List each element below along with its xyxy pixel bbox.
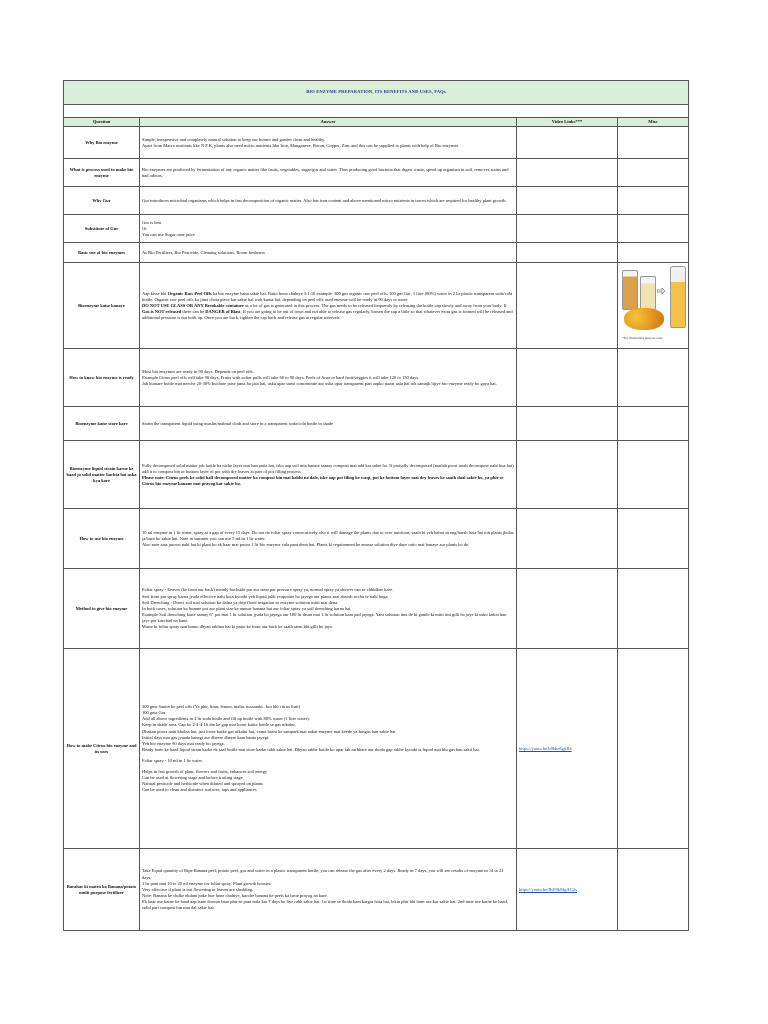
answer-line: Very effective if plant is not flowering or leaves are shedding. <box>142 886 254 892</box>
answer-line: Helps in fast growth of plant, flowers and fruits, enhances soil energy <box>142 768 268 774</box>
answer-cell <box>140 263 517 349</box>
answer-cell <box>140 215 517 243</box>
blank-row <box>64 105 689 118</box>
answer-line: Apart from Macro nutrients like N P K, plants also need micro nutrients like Iron, Manganese, Boron, Copper, Zinc and this can be supplied to plants with help of Bio enzymes <box>142 142 459 148</box>
answer-line: You can use Sugar cane juice <box>142 231 195 237</box>
video-cell <box>517 849 618 931</box>
question-cell: Substitute of Gur <box>64 215 140 243</box>
misc-cell <box>618 569 689 649</box>
spreadsheet <box>63 80 688 931</box>
answer-line: Ready hone ke baad liquid strain karke ek saaf bottle mai store karke rakh sakte hai. Dhyan rakhe bottle ko upar tak na bhare aur thoda gap rakhe kyonki is liquid mai bhi gas ban sakti hai. <box>142 746 480 752</box>
answer-line: Note: Banana ke chilke ekdam pake hue hone chahiye, kacche banana ke peels ka isme prayog na kare. <box>142 892 328 898</box>
misc-cell <box>618 127 689 159</box>
misc-cell <box>618 349 689 407</box>
video-cell <box>517 509 618 569</box>
answer-line: Initial days mai gas jyaada banegi aur dheere dheere kam banta jayegi. <box>142 734 270 740</box>
danger-text: DANGER of Blast <box>205 308 241 314</box>
misc-cell <box>618 187 689 215</box>
table-row <box>64 159 689 187</box>
answer-line: Simple, inexpensive and completely natural solution to keep our homes and garden clean and healthy. <box>142 136 326 142</box>
answer-line: Keep in shade area. Cap ko 2-4-4-16 din ke gap mai loose karke bottle se gas nikalni. <box>142 722 296 728</box>
table-row <box>64 849 689 931</box>
table-row <box>64 509 689 569</box>
answer-line: In both cases, solution ko humne pot aur plant size ke anusar banana hai aur foliar spray ya soil drenching karna hai. <box>142 605 352 611</box>
question-cell: Bioenzyme kaise banaye <box>64 263 140 349</box>
answer-line: Can be used to clean and disinfect surfaces, taps and appliances <box>142 787 257 793</box>
answer-line: As Bio Fertilizer, Bio Pesticide, Cleaning solutions, Room freshners <box>142 249 265 255</box>
answer-line: Take Equal quantity of Ripe Banana peel, potato peel, gur and water in a plastic transparent bottle, you can release the gas after every 2 days. Ready in 7 days, you will see results of enzyme in 14 to 21 days. <box>142 868 504 880</box>
sheet-title: BIO ENZYME PREPARATION, ITS BENEFITS AND USES, FAQs <box>64 81 689 105</box>
answer-cell <box>140 349 517 407</box>
header-answer: Answer <box>140 118 517 127</box>
answer-line: Gur introduces microbial organisms which helps in fast decomposition of organic matter. Also has iron content and above mentioned micro nutrients in traces which are required for healthy plant growth. <box>142 197 507 203</box>
table-row <box>64 215 689 243</box>
answer-line: Serf front par spray karna jyada effective nahi hota kyonki yeh liquid jaldi evaporate ho jayega aur plants mai absorb accha se nahi hoga. <box>142 593 389 599</box>
answer-line: Foliar spray - 10 ml in 1 ltr water. <box>142 757 203 763</box>
answer-line: Or <box>142 225 147 231</box>
illustration-caption: *For illustration purpose only <box>622 336 663 341</box>
arrow-right-icon <box>657 288 665 294</box>
answer-line: Example Citrus peel offs will take 90 days, Fruits with softer pulls will take 60 to 90 days. Peels of Anar or hard fruit/veggies it will take 120 to 150 days. <box>142 374 420 380</box>
title-row <box>64 81 689 105</box>
answer-line: Add all above ingredients in 2 ltr soda bottle and fill up bottle with 80% water (1 litre water). <box>142 716 310 722</box>
answer-line: 1 ltr pani mai 10 to 20 ml enzyme for foliar spray. Plant growth booster. <box>142 880 272 886</box>
fruit-peels-image <box>624 308 664 330</box>
question-cell: Bioenzyme liquid strain karne ke baad jo solid matter bachta hai uska kya kare <box>64 441 140 509</box>
faq-table <box>63 80 689 931</box>
answer-line: Can be used at flowering stage and before fruiting stage <box>142 774 243 780</box>
answer-line: Strain the transparent liquid using muslin/malmal cloth and store in a transparent soda/cola bottle in shade <box>142 420 334 426</box>
table-row <box>64 187 689 215</box>
answer-line: Waise hi foliar spray mai humo dhyan rakhna hai ki patto ke front aur back ke saath stem bhi gilli ho jaye. <box>142 623 334 629</box>
jar-image <box>622 270 638 310</box>
table-row <box>64 407 689 441</box>
video-cell <box>517 127 618 159</box>
answer-line: Ek baar use karne ke baad aap isme dooson baar phir se pani mila kar 7 days ke liye rakh sakte hai. 1st time se thoda kam kargar hota hai, lekin phir bhi hum use kar sakte hai. 2nd time use karne ke baad, solid part compost bin mai dal sakte hai. <box>142 898 508 910</box>
bottle-image <box>670 266 686 328</box>
answer-line: Also note aisa jaroori nahi hai ki plant ko ek baar mai poora 1 ltr bio enzyme vala pani dena hai. Plants ki requirement ke anusar solution diye daye ratio mai banaye aur plants ko de. <box>142 541 470 547</box>
question-cell: What is process used to make bio enzyme <box>64 159 140 187</box>
answer-line: Jab humare bottle mai neeche 20-30% kuchote jaise jama ho jata hai, uska upar sunsi concentrate aur uska upar transparent part aapko nazar aata hai toh samajh lijiye bio enzyme ready ho gaya hai. <box>142 380 497 386</box>
video-cell <box>517 649 618 849</box>
answer-cell <box>140 243 517 263</box>
jar-image <box>640 276 656 310</box>
answer-cell <box>140 441 517 509</box>
misc-cell <box>618 215 689 243</box>
answer-cell <box>140 649 517 849</box>
answer-cell <box>140 407 517 441</box>
question-cell: Basic use of bio enzymes <box>64 243 140 263</box>
answer-cell <box>140 569 517 649</box>
video-cell <box>517 243 618 263</box>
misc-cell <box>618 649 689 849</box>
question-cell: Barabar ki matra ka Banana/potato multi purpose fertilizer <box>64 849 140 931</box>
table-row <box>64 263 689 349</box>
header-row <box>64 118 689 127</box>
table-row <box>64 649 689 849</box>
header-video: Video Links*** <box>517 118 618 127</box>
answer-line: 100 gms Gur <box>142 710 166 716</box>
answer-line: Gur is best <box>142 219 162 225</box>
misc-cell <box>618 849 689 931</box>
header-question: Question <box>64 118 140 127</box>
misc-cell <box>618 159 689 187</box>
question-cell: Why Gur <box>64 187 140 215</box>
table-row <box>64 349 689 407</box>
video-cell <box>517 159 618 187</box>
bold-text: Organic Raw Peel Offs <box>167 290 212 296</box>
answer-line: Natural pesticide and herbicide when diluted and sprayed on plants <box>142 780 263 786</box>
table-row <box>64 569 689 649</box>
question-cell: Why Bio enzyme <box>64 127 140 159</box>
misc-cell <box>618 243 689 263</box>
misc-cell <box>618 509 689 569</box>
answer-line: Most bio enzymes are ready in 90 days. Depends on peel offs. <box>142 368 254 374</box>
table-row <box>64 127 689 159</box>
misc-cell <box>618 407 689 441</box>
answer-line: 10 ml enzyme in 1 ltr water, spray at a gap of every 15 days. Do not do foliar spray consecutively also it will damage the plants due to over nutrition, saath hi yeh bahut strong/harsh hota hai toh plants jhulas ja/burn ho sakte hai. Note in summer you can use 5 ml in 1 ltr water. <box>142 529 514 541</box>
answer-note: Please note: Citrus peels ke solid half decomposed matter ko compost bin mai kabhi na dale, iske aap pot filing ke waqt, pot ke bottom layer mai dry leaves ke saath daal sakte ho, ya phir se Citrus bio enzyme banane mai prayog kar sakte ho. <box>142 474 504 486</box>
answer-line: Bio enzymes are produced by fermentation of any organic matter like fruits, vegetables, sugar/gur and water. Thus producing good bacteria that digest waste, speed up organism in soil, removes stains and bad odours. <box>142 166 509 178</box>
question-cell: How to make Citrus bio enzyme and its uses <box>64 649 140 849</box>
bio-enzyme-illustration <box>620 266 688 341</box>
answer-line: Soil Drenching - Direct soil mai solution ko dalna ya drip/flood irrigation se enzyme solution mitti mai dena. <box>142 599 339 605</box>
video-cell <box>517 187 618 215</box>
table-row <box>64 243 689 263</box>
video-cell <box>517 441 618 509</box>
table-row <box>64 441 689 509</box>
video-cell <box>517 349 618 407</box>
video-cell <box>517 407 618 441</box>
question-cell: How to use bio enzyme <box>64 509 140 569</box>
answer-cell <box>140 849 517 931</box>
video-link[interactable]: https://youtu.be/b9kke8gjtB4 <box>519 745 572 751</box>
video-cell <box>517 569 618 649</box>
answer-line: Fully decomposed solid matter joh bottle ka niche layer mai ban jaata hai, isko aap soil mix banate samay compost mai add kar sakte ho. If partially decomposed (matlab poori tarah decompose nahi hua hai) add it to compost bin or bottom layer of pot with dry leaves as part of pot filling process. <box>142 462 514 474</box>
question-cell: How to know bio enzyme is ready <box>64 349 140 407</box>
bold-text: Gas is NOT released <box>142 308 182 314</box>
answer-line: Example Soil drenching karte samay 6" pot mai 1 ltr solution jyada ho jayega aur 100 ltr drum mai 1 ltr solution kam pad jayega. Yani solution itna de ki gamle ki mitti itni gilli ho jaye ki usko ladoo ban jaye par kaechad na bane. <box>142 611 507 623</box>
answer-line: Foliar spray - Leaves (ke front aur back) mainly backside par aur stem par pressure spray ya, normal spray ya shower can se chhidkav kare. <box>142 587 394 593</box>
answer-cell <box>140 187 517 215</box>
misc-cell <box>618 263 689 349</box>
answer-line: Dhakan poora nahi kholna hai, just loose karke gas nikalni hai, varna hawa ke sampark mai aakar enzyme mai keede ya fungus ban sakte hai. <box>142 728 397 734</box>
answer-line: 300 gms Santre ke peel offs (Ya phir, limu, lemon, malta, mosambi.. koi bhi citrus fruit) <box>142 704 301 710</box>
answer-cell <box>140 127 517 159</box>
warning-text: DO NOT USE GLASS OR ANY Breakable container <box>142 302 244 308</box>
question-cell: Method to give bio enzyme <box>64 569 140 649</box>
answer-cell <box>140 159 517 187</box>
question-cell: Bioenzyme kaise store kare <box>64 407 140 441</box>
answer-line: Yeh bio enzyme 90 days mai ready ho jayega. <box>142 740 225 746</box>
answer-cell <box>140 509 517 569</box>
misc-cell <box>618 441 689 509</box>
header-misc: Misc <box>618 118 689 127</box>
answer-paragraph: Aap kisse bhi Organic Raw Peel Offs ka bio enzyme bana sakte hai. Ratio hona chahiye 3:1:10 example: 300 gm organic raw peel offs, 100 gm Gur, 1 litre (80%) water in 2 ltr plastic transparent soda/cola bottle. Organic raw peel offs ko jitna chota piece kar sakte hai woh karna hai, depending on peel offs used enzyme will be ready in 90 days or more. DO NOT USE GLASS OR ANY Breakable container as a lot of gas is generated in this process. The gas needs to be released frequently by releasing the bottle cap slowly and away from your body. If Gas is NOT released there can be DANGER of Blast. If you are going to be out of town and not able to release gas regularly, loosen the cap a little so that whatever extra gas is formed will be released and additional pressure is not built up. Once you are back, tighten the cap back and release gas at regular intervals. <box>142 290 513 320</box>
video-cell <box>517 215 618 243</box>
video-cell <box>517 263 618 349</box>
video-link[interactable]: https://youtu.be/BsF9kMgAG2s <box>519 886 577 892</box>
